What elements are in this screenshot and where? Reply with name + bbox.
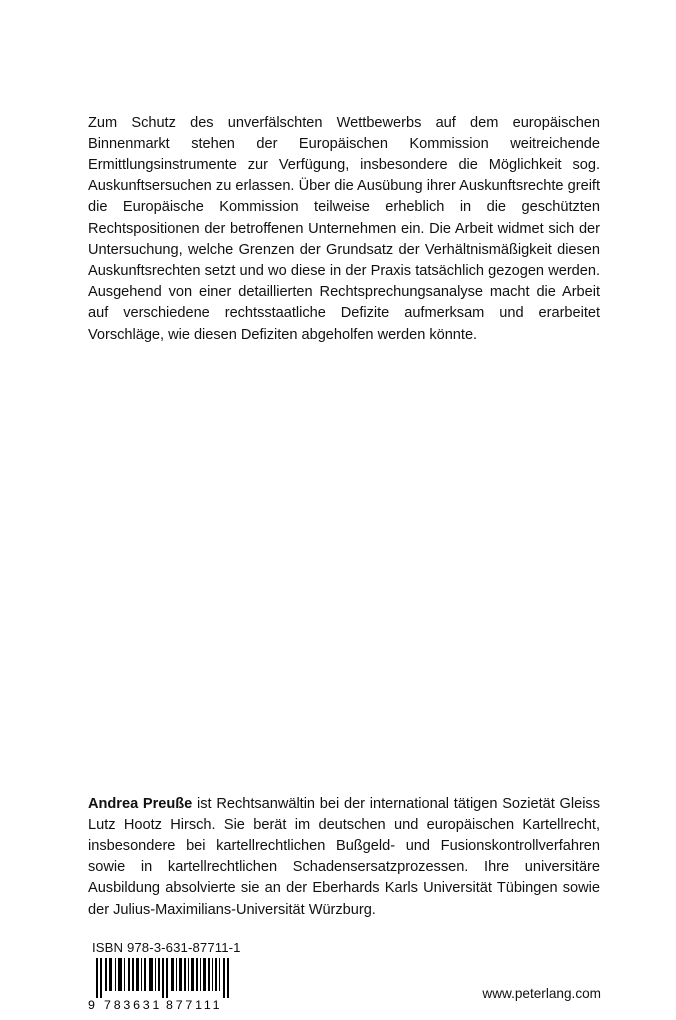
author-biography-text: ist Rechtsanwältin bei der international tätigen Sozietät Gleiss Lutz Hootz Hirsch. Sie berät im deutschen und europäischen Kartellrecht, insbesondere bei kartellrechtlichen Bußgeld- und Fusionskontrollverfahren sowie in kartellrechtlichen Schadensersatzprozessen. Ihre universitäre Ausbildung absolvierte sie an der Eberhards Karls Universität Tübingen sowie der Julius-Maximilians-Universität Würzburg.: [88, 795, 600, 918]
publisher-website-url: www.peterlang.com: [482, 986, 601, 1001]
barcode-digits-left-group: 783631: [104, 998, 163, 1012]
barcode-digits-right-group: 877111: [166, 998, 223, 1012]
book-description-blurb: Zum Schutz des unverfälschten Wettbewerbs auf dem europäischen Binnenmarkt stehen der Europäischen Kommission weitreichende Ermittlungsinstrumente zur Verfügung, insbesondere die Möglichkeit sog. Auskunftsersuchen zu erlassen. Über die Ausübung ihrer Auskunftsrechte greift die Europäische Kommission teilweise erheblich in die geschützten Rechtspositionen der betroffenen Unternehmen ein. Die Arbeit widmet sich der Untersuchung, welche Grenzen der Grundsatz der Verhältnismäßigkeit diesen Auskunftsrechten setzt und wo diese in der Praxis tatsächlich gezogen werden. Ausgehend von einer detaillierten Rechtsprechungsanalyse macht die Arbeit auf verschiedene rechtsstaatliche Defizite aufmerksam und erarbeitet Vorschläge, wie diesen Defiziten abgeholfen werden könnte.: [88, 114, 600, 343]
barcode-digits: [88, 998, 234, 1012]
ean13-barcode: [88, 958, 234, 1012]
barcode-digit-leading: 9: [88, 998, 96, 1012]
author-biography: [88, 794, 600, 921]
barcode-bars: [88, 958, 234, 998]
isbn-number-label: ISBN 978-3-631-87711-1: [92, 940, 241, 955]
isbn-barcode-block: [88, 940, 241, 1012]
author-name: Andrea Preuße: [88, 795, 193, 812]
